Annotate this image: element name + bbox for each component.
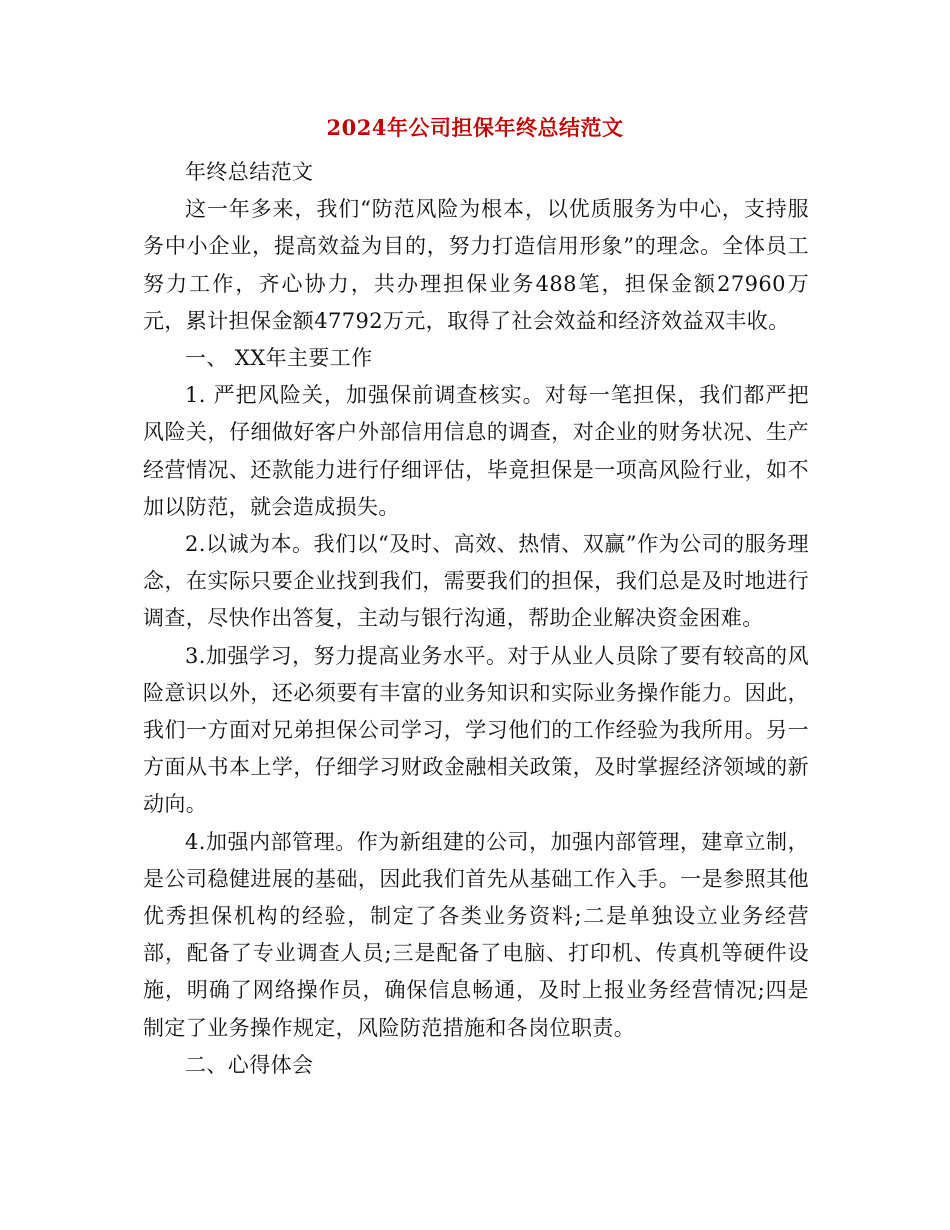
section-heading-main-work: 一、 XX年主要工作 [185,346,373,371]
section-heading-experience: 二、心得体会 [185,1052,314,1077]
paragraph-item-2: 2.以诚为本。我们以“及时、高效、热情、双赢”作为公司的服务理念，在实际只要企业找到我们，需要我们的担保，我们总是及时地进行调查，尽快作出答复，主动与银行沟通，帮助企业解决资金困难。 [143,532,809,631]
paragraph-subtitle: 年终总结范文 [185,160,314,184]
paragraph-item-3: 3.加强学习，努力提高业务水平。对于从业人员除了要有较高的风险意识以外，还必须要有丰富的业务知识和实际业务操作能力。因此，我们一方面对兄弟担保公司学习，学习他们的工作经验为我所用。另一方面从书本上学，仔细学习财政金融相关政策，及时掌握经济领域的新动向。 [143,643,809,817]
paragraph-item-1: 1. 严把风险关，加强保前调查核实。对每一笔担保，我们都严把风险关，仔细做好客户外部信用信息的调查，对企业的财务状况、生产经营情况、还款能力进行仔细评估，毕竟担保是一项高风险行业，如不加以防范，就会造成损失。 [143,383,809,519]
document-body [143,154,809,1084]
document-title: 2024年公司担保年终总结范文 [326,115,624,140]
paragraph-item-4: 4.加强内部管理。作为新组建的公司，加强内部管理，建章立制，是公司稳健进展的基础，因此我们首先从基础工作入手。一是参照其他优秀担保机构的经验，制定了各类业务资料;二是单独设立业务经营部，配备了专业调查人员;三是配备了电脑、打印机、传真机等硬件设施，明确了网络操作员，确保信息畅通，及时上报业务经营情况;四是制定了业务操作规定，风险防范措施和各岗位职责。 [143,829,809,1040]
paragraph-intro: 这一年多来，我们“防范风险为根本，以优质服务为中心，支持服务中小企业，提高效益为目的，努力打造信用形象”的理念。全体员工努力工作，齐心协力，共办理担保业务488笔，担保金额27960万元，累计担保金额47792万元，取得了社会效益和经济效益双丰收。 [143,197,809,333]
